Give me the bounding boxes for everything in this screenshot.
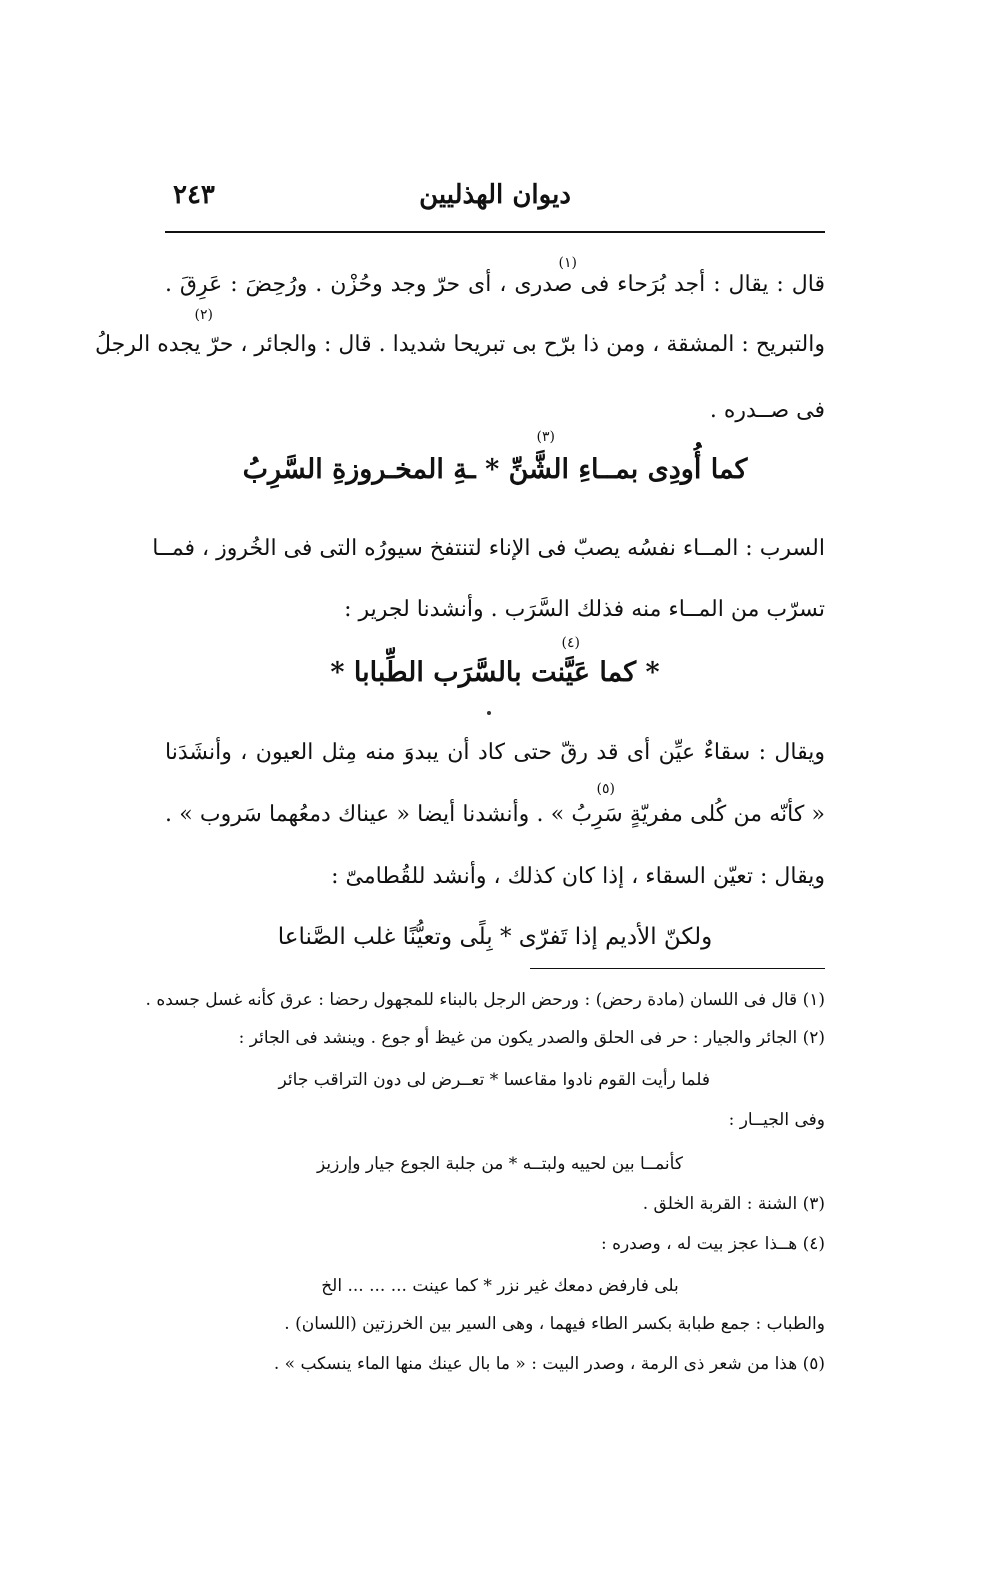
page-number: ٢٤٣ <box>173 180 215 210</box>
footnote-verse: بلى فارفض دمعك غير نزر * كما عينت ... ... ... الخ <box>321 1276 679 1296</box>
verse-line: * كما عَيَّنت بالسَّرَب الطِّبابا * <box>330 657 660 688</box>
footnote: (٢) الجائر والجيار : حر فى الحلق والصدر يكون من غيظ أو جوع . وينشد فى الجائر : <box>238 1028 825 1048</box>
footnote-marker: (١) <box>558 255 577 271</box>
footnote: وفى الجيــار : <box>728 1110 825 1130</box>
footnote-rule <box>530 968 825 969</box>
verse-line: كما أُودِى بمــاءِ الشَّنِّ * ـةِ المخـروزةِ السَّرِبُ <box>242 454 748 485</box>
footnote: (١) قال فى اللسان (مادة رحض) : ورحض الرجل بالبناء للمجهول رحضا : عرق كأنه غسل جسده . <box>145 990 825 1010</box>
text-line: قال : يقال : أجد بُرَحاء فى صدرى ، أى حرّ وجد وحُزْن . ورُحِضَ : عَرِقَ . <box>165 272 825 297</box>
ink-speck <box>487 711 491 715</box>
text-line: تسرّب من المــاء منه فذلك السَّرَب . وأنشدنا لجرير : <box>344 597 825 622</box>
footnote: والطباب : جمع طبابة بكسر الطاء فيهما ، وهى السير بين الخرزتين (اللسان) . <box>284 1314 825 1334</box>
header-rule <box>165 231 825 233</box>
verse-line: ولكنّ الأديم إذا تَفرّى * بِلًى وتعيُّنًا غلب الصَّناعا <box>277 924 713 950</box>
text-line: السرب : المــاء نفسُه يصبّ فى الإناء لتنتفخ سيورُه التى فى الخُروز ، فمــا <box>152 536 825 561</box>
header-title: ديوان الهذليين <box>419 180 571 210</box>
text-line: والتبريح : المشقة ، ومن ذا برّح بى تبريحا شديدا . قال : والجائر ، حرّ يجده الرجلُ <box>94 332 825 357</box>
footnote-verse: فلما رأيت القوم نادوا مقاعسا * تعــرض لى دون التراقب جائر <box>278 1070 710 1090</box>
text-line: « كأنّه من كُلى مفريّةٍ سَرِبُ » . وأنشدنا أيضا « عيناك دمعُهما سَروب » . <box>165 802 825 827</box>
running-header <box>165 178 825 224</box>
footnote: (٥) هذا من شعر ذى الرمة ، وصدر البيت : « ما بال عينك منها الماء ينسكب » . <box>273 1354 825 1374</box>
text-line: ويقال : سقاءٌ عيِّن أى قد رقّ حتى كاد أن يبدوَ منه مِثل العيون ، وأنشَدَنا <box>165 740 826 765</box>
footnote-marker: (٢) <box>194 307 213 323</box>
text-line: فى صــدره . <box>709 398 825 423</box>
footnote-marker: (٣) <box>536 429 555 445</box>
footnote: (٣) الشنة : القربة الخلق . <box>642 1194 825 1214</box>
footnote-marker: (٥) <box>596 781 615 797</box>
footnote: (٤) هــذا عجز بيت له ، وصدره : <box>600 1234 825 1254</box>
footnote-verse: كأنمــا بين لحييه ولبتــه * من جلبة الجوع جيار وإرزيز <box>317 1154 683 1174</box>
text-line: ويقال : تعيّن السقاء ، إذا كان كذلك ، وأنشد للقُطامىّ : <box>331 864 825 889</box>
footnote-marker: (٤) <box>561 635 580 651</box>
